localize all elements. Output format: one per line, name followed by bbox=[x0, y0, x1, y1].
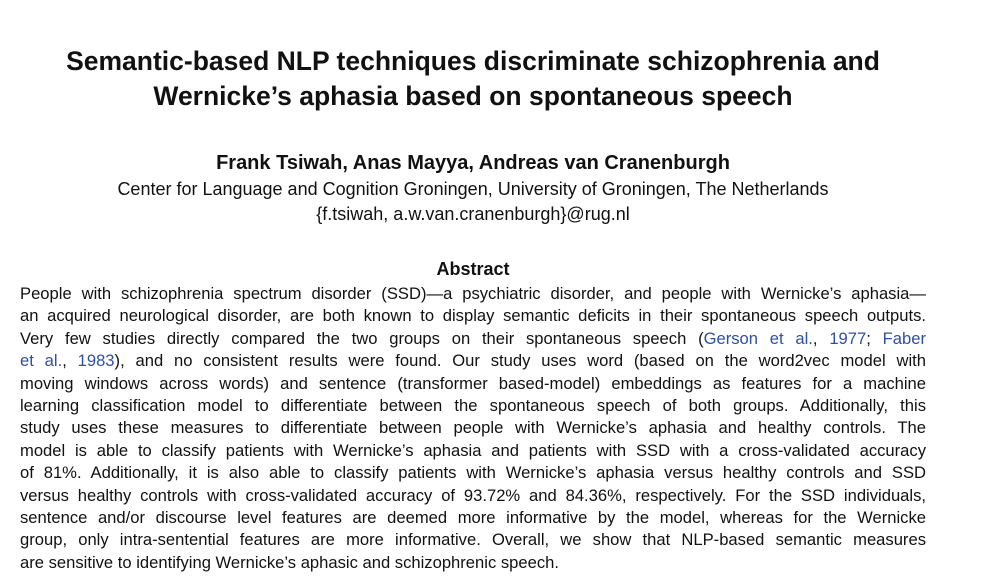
author-list: Frank Tsiwah, Anas Mayya, Andreas van Cranenburgh bbox=[216, 152, 730, 174]
abstract-text: Very few studies directly compared the two groups on their spontaneous speech ( bbox=[20, 328, 704, 348]
abstract-line: an acquired neurological disorder, are both known to display semantic deficits in their spontaneous speech outputs. bbox=[20, 306, 926, 326]
abstract-body bbox=[20, 283, 926, 574]
citation-separator: , bbox=[812, 328, 830, 348]
abstract-line: sentence and/or discourse level features are deemed more informative by the model, whereas for the Wernicke bbox=[20, 508, 926, 528]
citation-link-faber[interactable]: Faber bbox=[882, 328, 926, 348]
abstract-line: are sensitive to identifying Wernicke’s aphasic and schizophrenic speech. bbox=[20, 552, 559, 572]
citation-year-link-1977[interactable]: 1977 bbox=[829, 328, 867, 348]
citation-separator: , bbox=[62, 351, 78, 371]
title-line-2: Wernicke’s aphasia based on spontaneous speech bbox=[153, 81, 793, 111]
abstract-line: moving windows across words) and sentence (transformer based-model) embeddings as features for a machine bbox=[20, 373, 926, 393]
abstract-heading: Abstract bbox=[436, 259, 510, 279]
citation-year-link-1983[interactable]: 1983 bbox=[77, 351, 115, 371]
citation-link-faber-cont[interactable]: et al. bbox=[20, 351, 63, 371]
paper-title bbox=[0, 44, 946, 114]
abstract-line: People with schizophrenia spectrum disorder (SSD)—a psychiatric disorder, and people with Wernicke’s aphasia— bbox=[20, 284, 926, 303]
abstract-text: ), and no consistent results were found. Our study uses word (based on the word2vec model with bbox=[114, 351, 926, 371]
affiliation: Center for Language and Cognition Groningen, University of Groningen, The Netherlands bbox=[117, 179, 829, 199]
abstract-line: versus healthy controls with cross-validated accuracy of 93.72% and 84.36%, respectively. For the SSD individuals, bbox=[20, 485, 926, 505]
citation-separator: ; bbox=[866, 328, 883, 348]
abstract-line: model is able to classify patients with Wernicke’s aphasia and patients with SSD with a cross-validated accuracy bbox=[20, 440, 926, 460]
abstract-line: learning classification model to differentiate between the spontaneous speech of both groups. Additionally, this bbox=[20, 396, 926, 416]
abstract-line bbox=[20, 350, 926, 372]
abstract-line bbox=[20, 328, 926, 350]
citation-author: Gerson et al. bbox=[703, 328, 813, 348]
author-emails: {f.tsiwah, a.w.van.cranenburgh}@rug.nl bbox=[316, 204, 630, 224]
abstract-line: study uses these measures to differentiate between people with Wernicke’s aphasia and healthy controls. The bbox=[20, 418, 926, 438]
abstract-line: of 81%. Additionally, it is also able to classify patients with Wernicke’s aphasia versus healthy controls and SSD bbox=[20, 463, 926, 483]
title-line-1: Semantic-based NLP techniques discriminate schizophrenia and bbox=[66, 46, 880, 76]
citation-link-gerson[interactable] bbox=[704, 329, 813, 348]
abstract-line: group, only intra-sentential features are more informative. Overall, we show that NLP-based semantic measures bbox=[20, 530, 926, 550]
